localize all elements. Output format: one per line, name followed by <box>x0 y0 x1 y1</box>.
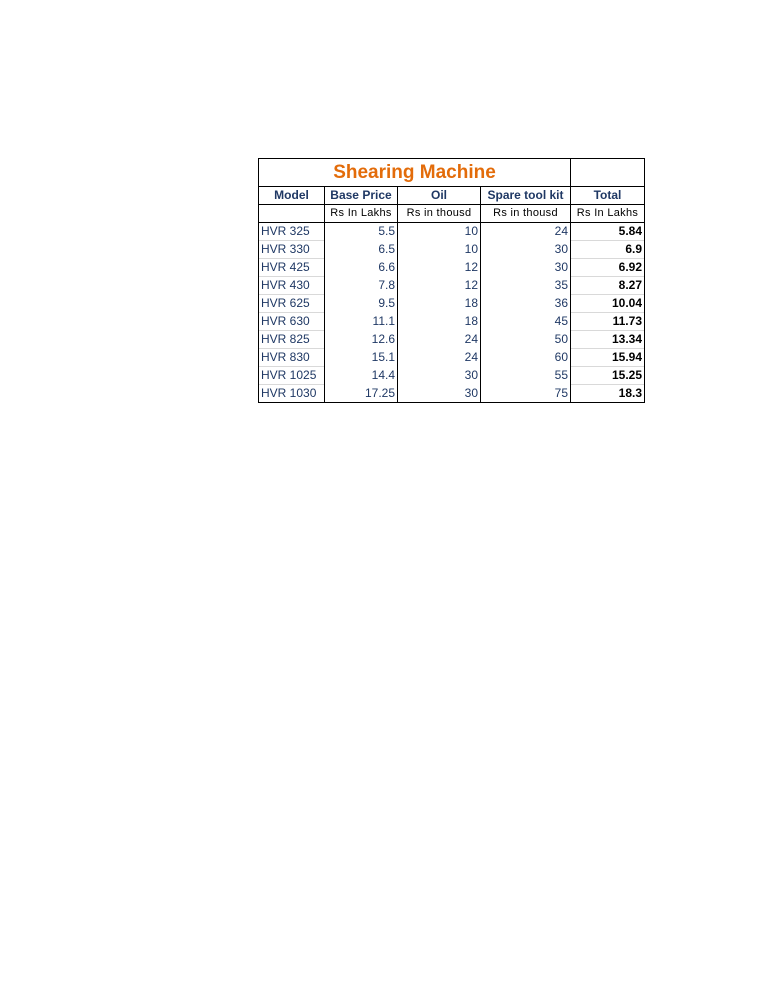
table-row <box>259 367 645 385</box>
cell-spare: 50 <box>481 331 571 349</box>
cell-base-price: 12.6 <box>325 331 398 349</box>
cell-oil: 30 <box>398 367 481 385</box>
unit-spare-tool-kit: Rs in thousd <box>481 205 571 223</box>
cell-spare: 75 <box>481 385 571 403</box>
cell-base-price: 7.8 <box>325 277 398 295</box>
cell-total: 6.92 <box>571 259 645 277</box>
cell-base-price: 14.4 <box>325 367 398 385</box>
cell-oil: 18 <box>398 313 481 331</box>
cell-spare: 60 <box>481 349 571 367</box>
table-row <box>259 313 645 331</box>
cell-base-price: 11.1 <box>325 313 398 331</box>
unit-model <box>259 205 325 223</box>
cell-model: HVR 325 <box>259 223 325 241</box>
cell-total: 6.9 <box>571 241 645 259</box>
table-row <box>259 241 645 259</box>
cell-base-price: 5.5 <box>325 223 398 241</box>
cell-model: HVR 330 <box>259 241 325 259</box>
unit-oil: Rs in thousd <box>398 205 481 223</box>
header-spare-tool-kit: Spare tool kit <box>481 187 571 205</box>
cell-total: 8.27 <box>571 277 645 295</box>
cell-total: 18.3 <box>571 385 645 403</box>
cell-total: 5.84 <box>571 223 645 241</box>
cell-total: 15.25 <box>571 367 645 385</box>
cell-oil: 10 <box>398 241 481 259</box>
table-row <box>259 223 645 241</box>
title-empty-cell <box>571 159 645 187</box>
cell-model: HVR 1030 <box>259 385 325 403</box>
cell-total: 15.94 <box>571 349 645 367</box>
table-row <box>259 331 645 349</box>
cell-model: HVR 430 <box>259 277 325 295</box>
cell-base-price: 6.6 <box>325 259 398 277</box>
header-base-price: Base Price <box>325 187 398 205</box>
cell-spare: 36 <box>481 295 571 313</box>
cell-total: 10.04 <box>571 295 645 313</box>
cell-model: HVR 625 <box>259 295 325 313</box>
table-row <box>259 349 645 367</box>
table-row <box>259 385 645 403</box>
cell-spare: 30 <box>481 241 571 259</box>
title-row <box>259 159 645 187</box>
cell-spare: 55 <box>481 367 571 385</box>
cell-total: 11.73 <box>571 313 645 331</box>
cell-base-price: 17.25 <box>325 385 398 403</box>
table-title: Shearing Machine <box>259 159 571 187</box>
header-model: Model <box>259 187 325 205</box>
cell-model: HVR 830 <box>259 349 325 367</box>
cell-oil: 30 <box>398 385 481 403</box>
cell-spare: 30 <box>481 259 571 277</box>
header-row <box>259 187 645 205</box>
cell-base-price: 6.5 <box>325 241 398 259</box>
cell-model: HVR 1025 <box>259 367 325 385</box>
unit-row <box>259 205 645 223</box>
cell-oil: 24 <box>398 331 481 349</box>
table-row <box>259 259 645 277</box>
cell-model: HVR 825 <box>259 331 325 349</box>
cell-base-price: 9.5 <box>325 295 398 313</box>
cell-oil: 18 <box>398 295 481 313</box>
cell-spare: 24 <box>481 223 571 241</box>
cell-base-price: 15.1 <box>325 349 398 367</box>
header-total: Total <box>571 187 645 205</box>
price-table <box>258 158 645 403</box>
table-row <box>259 295 645 313</box>
unit-total: Rs In Lakhs <box>571 205 645 223</box>
cell-oil: 12 <box>398 259 481 277</box>
cell-oil: 24 <box>398 349 481 367</box>
cell-total: 13.34 <box>571 331 645 349</box>
cell-spare: 35 <box>481 277 571 295</box>
header-oil: Oil <box>398 187 481 205</box>
cell-oil: 10 <box>398 223 481 241</box>
cell-model: HVR 630 <box>259 313 325 331</box>
unit-base-price: Rs In Lakhs <box>325 205 398 223</box>
table-row <box>259 277 645 295</box>
cell-oil: 12 <box>398 277 481 295</box>
cell-spare: 45 <box>481 313 571 331</box>
cell-model: HVR 425 <box>259 259 325 277</box>
